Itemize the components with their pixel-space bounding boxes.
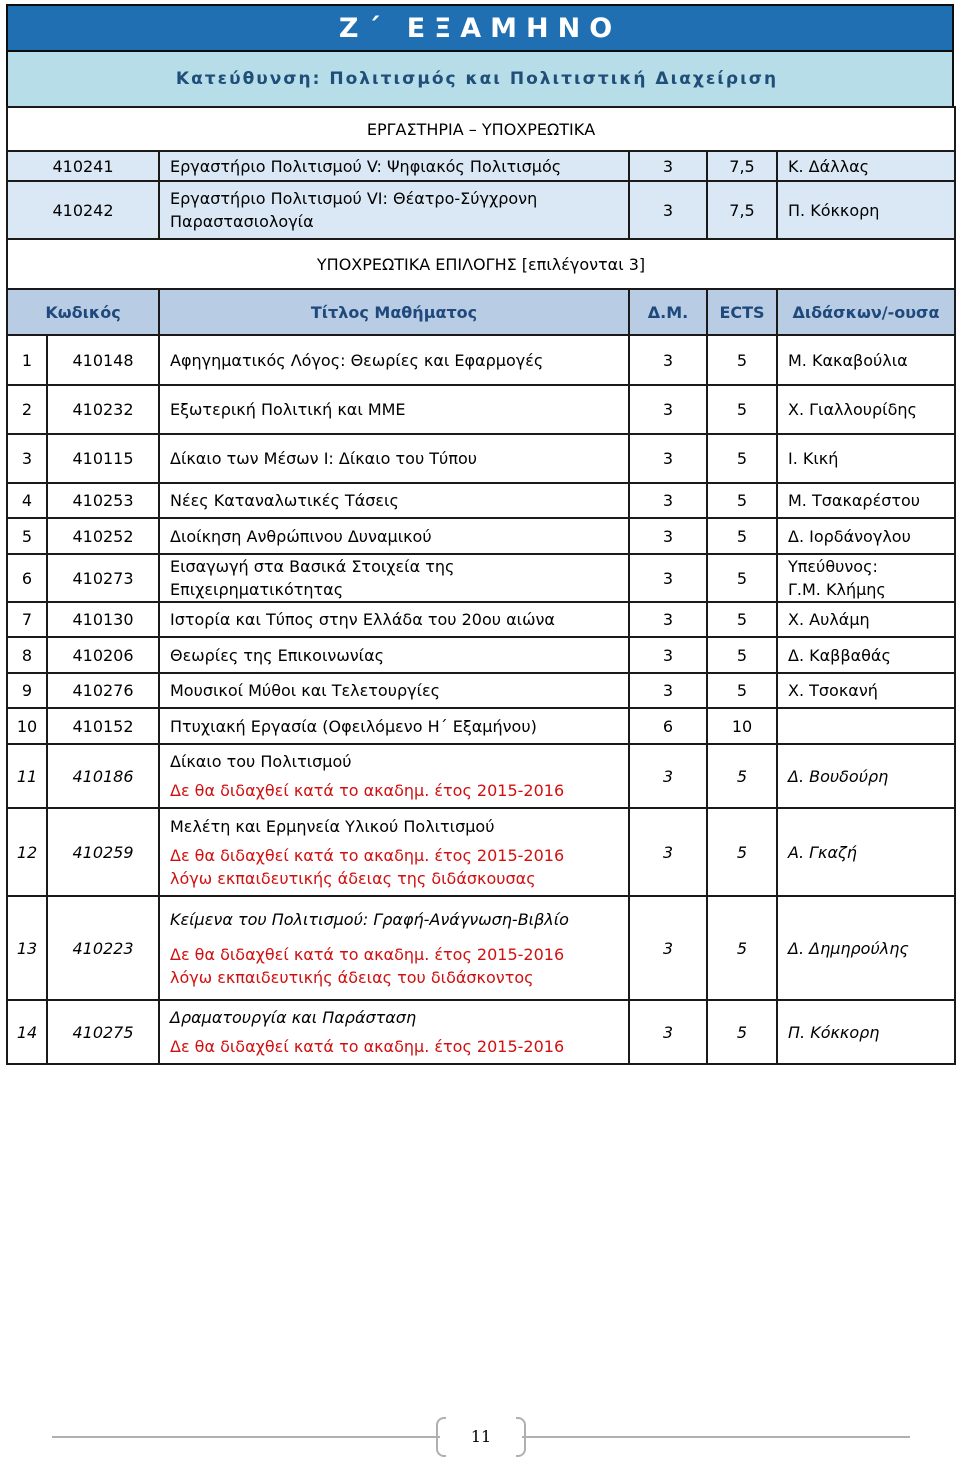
course-note: Δε θα διδαχθεί κατά το ακαδημ. έτος 2015-2016 (170, 845, 565, 865)
course-code: 410206 (47, 637, 159, 673)
course-dm: 3 (629, 385, 707, 434)
course-code: 410152 (47, 708, 159, 744)
table-row (7, 744, 955, 808)
course-title-line: Μελέτη και Ερμηνεία Υλικού Πολιτισμού (170, 816, 495, 836)
row-number: 8 (7, 637, 47, 673)
course-code: 410275 (47, 1000, 159, 1064)
table-row (7, 1000, 955, 1064)
course-instructor: Π. Κόκκορη (777, 1000, 955, 1064)
course-ects: 5 (707, 385, 777, 434)
course-dm: 3 (629, 335, 707, 385)
right-brace-icon (516, 1417, 526, 1457)
course-ects: 5 (707, 896, 777, 1000)
course-title: Πτυχιακή Εργασία (Οφειλόμενο Η΄ Εξαμήνου) (159, 708, 629, 744)
course-title (159, 554, 629, 602)
direction-banner (6, 52, 954, 106)
course-title: Ιστορία και Τύπος στην Ελλάδα του 20ου αιώνα (159, 602, 629, 637)
column-header-code: Κωδικός (7, 289, 159, 335)
course-title: Διοίκηση Ανθρώπινου Δυναμικού (159, 518, 629, 554)
course-ects: 5 (707, 808, 777, 896)
row-number: 3 (7, 434, 47, 483)
course-ects: 7,5 (707, 181, 777, 239)
labs-title: ΕΡΓΑΣΤΗΡΙΑ – ΥΠΟΧΡΕΩΤΙΚΑ (7, 107, 955, 151)
course-title-line: Εισαγωγή στα Βασικά Στοιχεία της (170, 557, 455, 576)
table-row (7, 708, 955, 744)
course-dm: 3 (629, 483, 707, 518)
instructor-line: Υπεύθυνος: (788, 557, 878, 576)
row-number: 11 (7, 744, 47, 808)
course-title: Αφηγηματικός Λόγος: Θεωρίες και Εφαρμογές (159, 335, 629, 385)
course-title (159, 1000, 629, 1064)
course-code: 410276 (47, 673, 159, 708)
course-title: Νέες Καταναλωτικές Τάσεις (159, 483, 629, 518)
course-title (159, 181, 629, 239)
course-code: 410223 (47, 896, 159, 1000)
page-number: 11 (440, 1417, 522, 1457)
course-instructor: Ι. Κική (777, 434, 955, 483)
row-number: 9 (7, 673, 47, 708)
course-title-line: Δίκαιο του Πολιτισμού (170, 752, 352, 771)
course-note: λόγω εκπαιδευτικής άδειας του διδάσκοντος (170, 967, 534, 987)
table-row (7, 637, 955, 673)
table-row (7, 673, 955, 708)
row-number: 4 (7, 483, 47, 518)
course-code: 410148 (47, 335, 159, 385)
course-instructor: Δ. Καββαθάς (777, 637, 955, 673)
row-number: 7 (7, 602, 47, 637)
course-ects: 5 (707, 434, 777, 483)
electives-section-heading (7, 239, 955, 289)
table-row (7, 808, 955, 896)
table-row (7, 518, 955, 554)
column-header-ects: ECTS (707, 289, 777, 335)
column-header-instructor: Διδάσκων/-ουσα (777, 289, 955, 335)
course-ects: 7,5 (707, 151, 777, 181)
course-instructor (777, 554, 955, 602)
row-number: 10 (7, 708, 47, 744)
course-instructor: Δ. Ιορδάνογλου (777, 518, 955, 554)
row-number: 14 (7, 1000, 47, 1064)
course-instructor (777, 708, 955, 744)
course-code: 410253 (47, 483, 159, 518)
table-row (7, 602, 955, 637)
row-number: 1 (7, 335, 47, 385)
course-dm: 3 (629, 434, 707, 483)
courses-table (6, 106, 956, 1065)
course-title: Εργαστήριο Πολιτισμού V: Ψηφιακός Πολιτισμός (159, 151, 629, 181)
row-number: 6 (7, 554, 47, 602)
course-instructor: Δ. Δημηρούλης (777, 896, 955, 1000)
semester-title: Ζ΄ ΕΞΑΜΗΝΟ (6, 4, 954, 52)
table-row (7, 483, 955, 518)
course-note: Δε θα διδαχθεί κατά το ακαδημ. έτος 2015-2016 (170, 1037, 565, 1056)
course-ects: 5 (707, 483, 777, 518)
table-row (7, 434, 955, 483)
course-instructor: Χ. Αυλάμη (777, 602, 955, 637)
course-instructor: Μ. Τσακαρέστου (777, 483, 955, 518)
course-code: 410259 (47, 808, 159, 896)
course-ects: 5 (707, 744, 777, 808)
course-code: 410242 (7, 181, 159, 239)
course-title (159, 896, 629, 1000)
course-instructor: Μ. Κακαβούλια (777, 335, 955, 385)
course-ects: 5 (707, 602, 777, 637)
course-ects: 5 (707, 1000, 777, 1064)
course-title-line: Δραματουργία και Παράσταση (170, 1008, 417, 1027)
course-note: Δε θα διδαχθεί κατά το ακαδημ. έτος 2015-2016 (170, 944, 565, 964)
course-dm: 3 (629, 518, 707, 554)
table-row (7, 554, 955, 602)
course-dm: 3 (629, 554, 707, 602)
column-header-row (7, 289, 955, 335)
labs-section-heading (7, 107, 955, 151)
course-code: 410115 (47, 434, 159, 483)
course-note: Δε θα διδαχθεί κατά το ακαδημ. έτος 2015-2016 (170, 781, 565, 800)
course-code: 410252 (47, 518, 159, 554)
course-title: Εξωτερική Πολιτική και ΜΜΕ (159, 385, 629, 434)
page (6, 4, 954, 1065)
left-brace-icon (436, 1417, 446, 1457)
course-ects: 5 (707, 518, 777, 554)
course-title-line: Εργαστήριο Πολιτισμού VI: Θέατρο-Σύγχρονη (170, 189, 538, 208)
row-number: 13 (7, 896, 47, 1000)
course-ects: 5 (707, 554, 777, 602)
course-dm: 3 (629, 151, 707, 181)
course-title-line: Επιχειρηματικότητας (170, 580, 344, 599)
course-ects: 5 (707, 335, 777, 385)
course-dm: 3 (629, 744, 707, 808)
course-dm: 3 (629, 808, 707, 896)
row-number: 2 (7, 385, 47, 434)
table-row (7, 896, 955, 1000)
course-dm: 3 (629, 673, 707, 708)
course-ects: 5 (707, 673, 777, 708)
column-header-title: Τίτλος Μαθήματος (159, 289, 629, 335)
course-title-line: Κείμενα του Πολιτισμού: Γραφή-Ανάγνωση-Βιβλίο (170, 909, 569, 929)
course-title: Θεωρίες της Επικοινωνίας (159, 637, 629, 673)
row-number: 12 (7, 808, 47, 896)
course-code: 410186 (47, 744, 159, 808)
course-ects: 5 (707, 637, 777, 673)
course-dm: 3 (629, 637, 707, 673)
course-title: Δίκαιο των Μέσων Ι: Δίκαιο του Τύπου (159, 434, 629, 483)
course-instructor: Π. Κόκκορη (777, 181, 955, 239)
course-title-line: Παραστασιολογία (170, 212, 314, 231)
row-number: 5 (7, 518, 47, 554)
course-ects: 10 (707, 708, 777, 744)
course-code: 410273 (47, 554, 159, 602)
electives-title: ΥΠΟΧΡΕΩΤΙΚΑ ΕΠΙΛΟΓΗΣ [επιλέγονται 3] (7, 239, 955, 289)
table-row (7, 335, 955, 385)
course-dm: 3 (629, 602, 707, 637)
course-title (159, 744, 629, 808)
table-row (7, 181, 955, 239)
course-dm: 3 (629, 1000, 707, 1064)
column-header-dm: Δ.Μ. (629, 289, 707, 335)
course-dm: 6 (629, 708, 707, 744)
course-dm: 3 (629, 896, 707, 1000)
course-code: 410232 (47, 385, 159, 434)
course-code: 410130 (47, 602, 159, 637)
course-instructor: Χ. Τσοκανή (777, 673, 955, 708)
direction-text: Κατεύθυνση: Πολιτισμός και Πολιτιστική Διαχείριση (175, 69, 779, 89)
course-note: λόγω εκπαιδευτικής άδειας της διδάσκουσας (170, 868, 536, 888)
instructor-line: Γ.Μ. Κλήμης (788, 580, 886, 599)
course-instructor: Δ. Βουδούρη (777, 744, 955, 808)
course-instructor: Κ. Δάλλας (777, 151, 955, 181)
course-code: 410241 (7, 151, 159, 181)
course-dm: 3 (629, 181, 707, 239)
table-row (7, 385, 955, 434)
course-instructor: Α. Γκαζή (777, 808, 955, 896)
course-instructor: Χ. Γιαλλουρίδης (777, 385, 955, 434)
table-row (7, 151, 955, 181)
course-title: Μουσικοί Μύθοι και Τελετουργίες (159, 673, 629, 708)
course-title (159, 808, 629, 896)
